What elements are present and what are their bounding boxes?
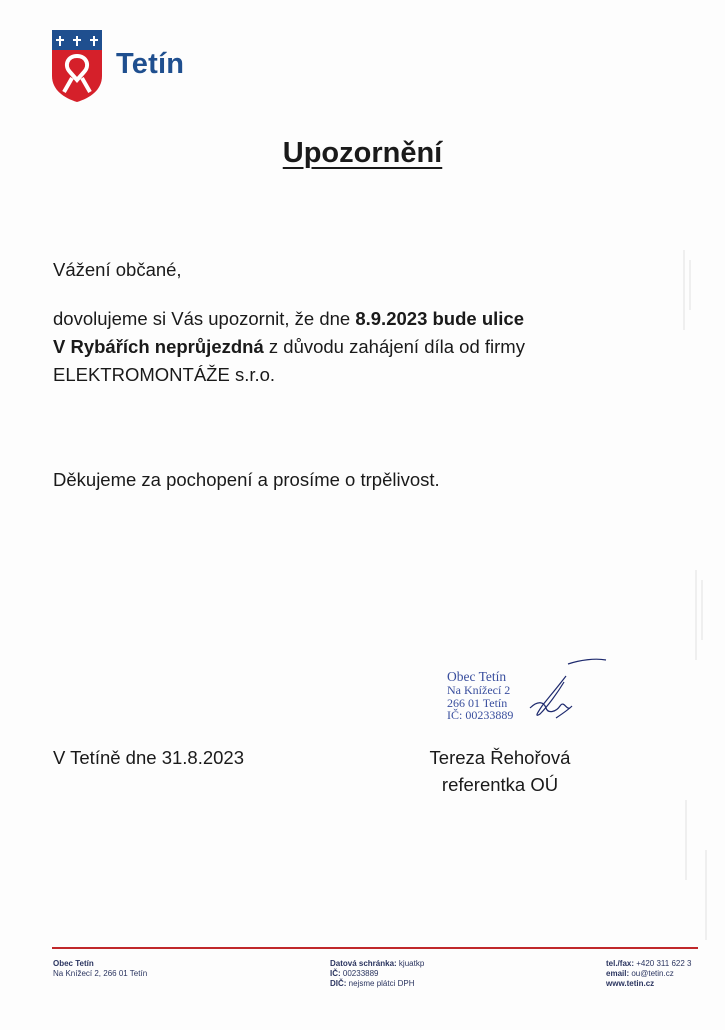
scan-edge-noise — [676, 240, 716, 1030]
brand-name: Tetín — [116, 48, 185, 80]
notice-text: z důvodu zahájení díla od firmy — [263, 336, 525, 357]
footer-label: Datová schránka: — [330, 959, 397, 968]
notice-date-highlight: 8.9.2023 bude ulice — [355, 308, 524, 329]
greeting: Vážení občané, — [53, 259, 182, 280]
handwritten-signature — [500, 648, 620, 728]
stamp-line: IČ: 00233889 — [447, 708, 514, 722]
footer-label: email: — [606, 969, 630, 978]
footer-value: kjuatkp — [396, 959, 425, 968]
notice-line-1 — [53, 305, 525, 333]
footer-ids — [330, 959, 424, 989]
footer-email[interactable]: ou@tetin.cz — [629, 969, 674, 978]
footer-address-line: Na Knížecí 2, 266 01 Tetín — [53, 969, 148, 978]
document-title: Upozornění — [282, 137, 443, 169]
footer-org-name: Obec Tetín — [53, 959, 94, 968]
footer-phone: +420 311 622 3 — [634, 959, 692, 968]
signer-block — [420, 744, 580, 798]
tetin-coat-of-arms-logo — [52, 30, 102, 102]
notice-line-3: ELEKTROMONTÁŽE s.r.o. — [53, 364, 276, 385]
footer-divider — [52, 947, 698, 949]
street-closure-highlight: V Rybářích neprůjezdná — [53, 336, 264, 357]
footer-website[interactable]: www.tetin.cz — [606, 979, 655, 988]
footer-label: tel./fax: — [606, 959, 635, 968]
stamp-line: Na Knížecí 2 — [447, 683, 511, 697]
footer-value: 00233889 — [340, 969, 379, 978]
stamp-line: 266 01 Tetín — [447, 695, 508, 710]
footer-address — [53, 959, 147, 979]
footer-label: DIČ: — [330, 979, 347, 988]
footer-label: IČ: — [330, 969, 341, 978]
thanks-line: Děkujeme za pochopení a prosíme o trpělivost. — [53, 469, 440, 490]
signer-name: Tereza Řehořová — [429, 747, 571, 768]
notice-text: dovolujeme si Vás upozornit, že dne — [53, 308, 356, 329]
stamp-line: Obec Tetín — [447, 669, 507, 684]
notice-paragraph — [53, 305, 525, 389]
place-and-date: V Tetíně dne 31.8.2023 — [53, 747, 244, 768]
footer-value: nejsme plátci DPH — [346, 979, 415, 988]
signer-role: referentka OÚ — [441, 774, 559, 795]
notice-line-2 — [53, 333, 525, 361]
